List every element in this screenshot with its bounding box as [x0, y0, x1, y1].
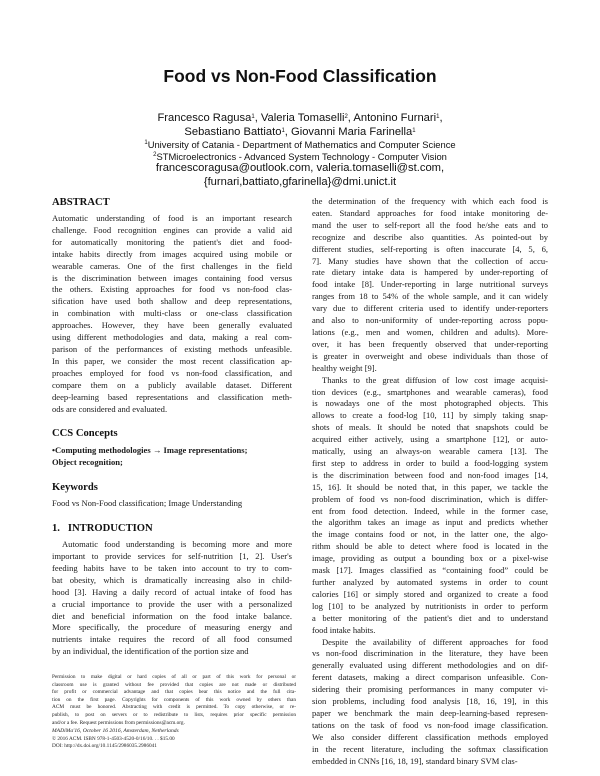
text-line: vary due to different criteria used to identify under-reporters [312, 303, 548, 314]
text-line: Thanks to the great diffusion of low cost image acquisi- [322, 374, 548, 385]
abstract-text [52, 213, 292, 415]
text-line: shots of meals. It should be noted that snapshots could be [312, 422, 548, 433]
permission-text [52, 674, 296, 727]
author-line-1 [0, 112, 600, 126]
author-name: Valeria Tomaselli [260, 112, 345, 124]
text-line: generally evaluated using different methodologies and on dif- [312, 660, 548, 671]
text-line: the determination of the frequency with which each food is [312, 196, 548, 206]
affiliation-text: STMicroelectronics - Advanced System Technology - Computer Vision [156, 150, 447, 162]
text-line: ods are considered and evaluated. [52, 403, 168, 414]
text-line: ferent datasets, making a direct comparison unfeasible. Con- [312, 672, 548, 683]
text-line: 7]. Many studies have shown that the collection of accu- [312, 255, 548, 266]
affiliation-marker: 1 [251, 114, 255, 120]
copyright-notice [52, 674, 296, 751]
text-line: paper we benchmark the main deep-learning-based represen- [312, 707, 548, 718]
text-line: tion on the first page. Copyrights for components of this work owned by others than [52, 696, 296, 703]
ccs-concepts [52, 445, 292, 469]
text-line: parison of the performances of existing methods unfeasible. [52, 343, 292, 354]
text-line: rithm should be able to detect where food is located in the [312, 541, 548, 552]
text-line: allows to create a food-log [10, 11] by simply taking snap- [312, 410, 548, 421]
paper-title: Food vs Non-Food Classification [163, 66, 437, 86]
author-separator: , [284, 125, 291, 138]
doi-info: DOI: http://dx.doi.org/10.1145/2986035.2986041 [52, 743, 157, 750]
text-line: image, providing as output a bounding box or a pixel-wise [312, 553, 548, 564]
author-line-2 [0, 126, 600, 140]
text-line: tations on the task of food vs non-food image classification. [312, 719, 548, 730]
abstract-heading: ABSTRACT [52, 197, 110, 208]
text-line: approaches. However, they have been generally evaluated [52, 320, 292, 331]
author-name: Giovanni Maria Farinella [291, 125, 413, 138]
affiliation-marker: 2 [344, 114, 348, 120]
text-line: 15, 16]. It should be noted that, in this paper, we tackle the [312, 481, 548, 492]
text-line: important to provide services for self-nutrition [1, 2]. User's [52, 551, 292, 562]
text-line: ACM must be honored. Abstracting with credit is permitted. To copy otherwise, or re- [52, 704, 296, 711]
text-line: first step to address in order to build a food-logging system [312, 457, 548, 468]
text-line: recognize and describe also quantities. As pointed-out by [312, 231, 548, 242]
text-line: diet and beneficial information on the food intake balance. [52, 610, 292, 621]
text-line: ent from food detection. Indeed, while in the former case, [312, 505, 548, 516]
text-line: bat obesity, which is dramatically increasing also in child- [52, 574, 292, 585]
text-line: different studies, self-reporting is often inaccurate [4, 5, 6, [312, 243, 548, 254]
text-line: eaten. Standard approaches for food intake monitoring de- [312, 207, 548, 218]
text-line: proaches employed for food vs non-food classification, and [52, 367, 292, 378]
text-line: is the discrimination between food and non-food images [14, [312, 469, 548, 480]
text-line: challenge. Food recognition engines can provide a valid aid [52, 224, 292, 235]
text-line: for profit or commercial advantage and that copies bear this notice and the full cita- [52, 689, 296, 696]
text-line: In this paper, we consider the most recent classification ap- [52, 355, 292, 366]
text-line: Automatic understanding of food is an important research [52, 213, 292, 223]
text-line: the image contains food or not, in the latter one, the algo- [312, 529, 548, 540]
text-line: food intake [8]. Under-reporting in large nutritional surveys [312, 279, 548, 290]
body-text [312, 196, 548, 768]
email-line-1: francescoragusa@outlook.com, valeria.tomaselli@st.com, [155, 162, 445, 174]
text-line: is the discrimination between images containing food versus [52, 272, 292, 283]
text-line: using different methodologies and data, making a real com- [52, 332, 292, 343]
text-line: compare them on a publicly available dataset. Different [52, 379, 292, 390]
text-line: is greater in overweight and obese individuals than those of [312, 350, 548, 361]
affiliation-1 [0, 139, 600, 151]
keywords-text: Food vs Non-Food classification; Image Understanding [52, 498, 243, 509]
ccs-heading: CCS Concepts [52, 428, 118, 440]
text-line: hood [3]. Having a daily record of actual intake of food has [52, 586, 292, 597]
ccs-line: Object recognition; [52, 457, 123, 468]
text-line: log [10] to be analyzed by nutritionists in order to perform [312, 600, 548, 611]
text-line: classroom use is granted without fee provided that copies are not made or distributed [52, 681, 296, 688]
text-line: healthy weight [9]. [312, 362, 377, 373]
text-line: vs non-food discrimination in the literature, they have been [312, 648, 548, 659]
isbn-info: © 2016 ACM. ISBN 978-1-4503-4520-0/16/10. . . $15.00 [52, 735, 175, 742]
text-line: in combination with multi-class or one-class classification [52, 308, 292, 319]
right-column [312, 196, 548, 768]
text-line: is nowadays one of the most photographed objects. This [312, 398, 548, 409]
text-line: a better monitoring of the patient's diet and to understand [312, 612, 548, 623]
text-line: sification have used both shallow and deep representations, [52, 296, 292, 307]
text-line: nutrients intake requires the record of all food consumed [52, 634, 292, 645]
text-line: wearable cameras. One of the first challenges in the field [52, 260, 292, 271]
text-line: rate dietary intake data is hampered by under-reporting of [312, 267, 548, 278]
author-block [0, 112, 600, 189]
keywords-heading: Keywords [52, 482, 98, 494]
text-line: embedded in CNNs [16, 18, 19], standard binary SVM clas- [312, 755, 518, 766]
text-line: further analyzed by automated systems in order to count [312, 577, 548, 587]
text-line: and also to non-uniformity of under-reporting across popu- [312, 315, 548, 326]
text-line: a crucial importance to provide the user with a personalized [52, 598, 292, 609]
affiliation-marker: 1 [412, 127, 416, 134]
affiliation-marker: 1 [281, 127, 285, 134]
text-line: Automatic food understanding is becoming more and more [62, 539, 292, 550]
text-line: food intake habits. [312, 624, 376, 635]
author-name: Sebastiano Battiato [184, 125, 282, 138]
text-line: More specifically, the procedure of measuring energy and [52, 622, 292, 633]
text-line: mask [17]. Images classified as “containing food” could be [312, 565, 548, 576]
text-line: in the recent literature, including the softmax classification [312, 743, 548, 754]
text-line: We also consider different classification methods employed [312, 731, 548, 742]
text-line: matically, using an always-on wearable camera [13]. The [312, 446, 548, 457]
conference-info: MADiMa'16, October 16 2016, Amsterdam, Netherlands [52, 728, 179, 735]
affiliation-marker: 2 [153, 151, 157, 158]
text-line: publish, to post on servers or to redistribute to lists, requires prior specific permission [52, 711, 296, 718]
text-line: Permission to make digital or hard copies of all or part of this work for personal or [52, 674, 296, 680]
left-column [52, 196, 292, 658]
text-line: deep-learning based representations and classification meth- [52, 391, 292, 402]
text-line: Despite the availability of different approaches for food [322, 636, 548, 647]
text-line: by an individual, the identification of the portion size and [52, 646, 249, 657]
text-line: sion problems, including food analysis [18, 16, 19], in this [312, 696, 548, 707]
text-line: the algorithm takes an image as input and predicts whether [312, 517, 548, 528]
text-line: over, it has been frequently observed that under-reporting [312, 338, 548, 349]
email-line-2: {furnari,battiato,gfarinella}@dmi.unict.it [203, 175, 397, 188]
text-line: ranges from 18 to 54% of the whole sample, and it can widely [312, 291, 548, 302]
text-line: tion devices (e.g., smartphones and wearable cameras), food [312, 386, 548, 397]
text-line: feeding habits have to be taken into account to try to com- [52, 562, 292, 573]
text-line: calories [16] or simply stored and organized to create a food [312, 588, 548, 599]
affiliation-marker: 1 [436, 114, 440, 120]
author-separator: , [254, 112, 261, 124]
affiliation-marker: 1 [144, 140, 148, 146]
author-name: Francesco Ragusa [157, 112, 252, 124]
affiliation-text: University of Catania - Department of Mathematics and Computer Science [147, 139, 456, 150]
text-line: sidering their promising performances in many computer vi- [312, 684, 548, 695]
author-name: Antonino Furnari [353, 112, 437, 124]
text-line: acquired either actively, using a smartphone [12], or auto- [312, 434, 548, 445]
text-line: for automatically monitoring the patient's diet and food- [52, 236, 292, 247]
text-line: lations (e.g., men and women, children and adults). More- [312, 326, 548, 337]
author-separator: , [439, 112, 443, 124]
text-line: mand the user to self-report all the food he/she eats and to [312, 219, 548, 230]
text-line: and/or a fee. Request permissions from permissions@acm.org. [52, 719, 185, 726]
text-line: the others. Existing approaches for food vs non-food clas- [52, 284, 292, 295]
text-line: intake habits directly from images acquired using mobile or [52, 248, 292, 259]
introduction-heading: 1. INTRODUCTION [52, 523, 153, 535]
ccs-line: •Computing methodologies → Image representations; [52, 445, 248, 456]
text-line: problem of food vs non-food discrimination, which is differ- [312, 493, 548, 504]
affiliation-2 [0, 151, 600, 163]
author-separator: , [347, 112, 354, 124]
introduction-text [52, 539, 292, 658]
